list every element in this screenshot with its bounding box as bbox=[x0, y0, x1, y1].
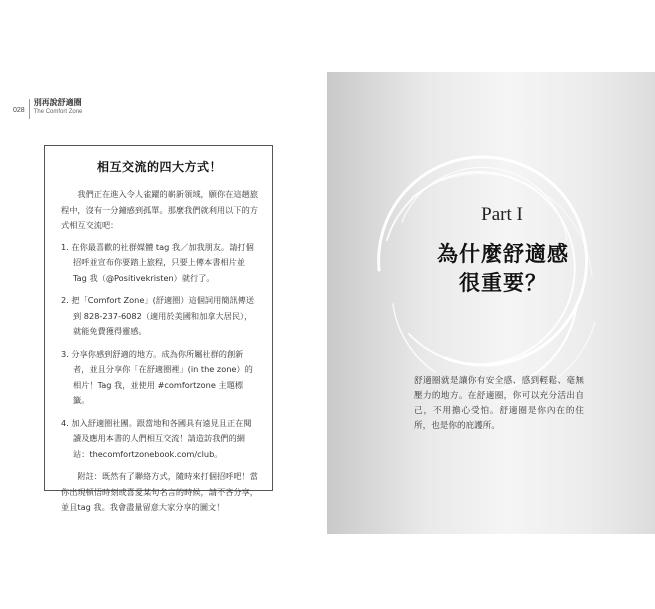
running-title bbox=[34, 98, 83, 116]
book-title: 別再說舒適圈 bbox=[33, 98, 82, 107]
part-label: Part I bbox=[481, 204, 523, 225]
book-subtitle: The Comfort Zone bbox=[33, 109, 83, 115]
part-title-line-1: 為什麼舒適感 bbox=[437, 242, 569, 266]
header-divider bbox=[29, 99, 30, 119]
page-header bbox=[13, 98, 82, 119]
list-item: 4. 加入舒適圈社團。跟當地和各國具有遠見且正在閱讀及應用本書的人們相互交流！請造訪我們的網站：thecomfortzonebook.com/club。 bbox=[61, 417, 252, 459]
part-description: 舒適圈就是讓你有安全感、感到輕鬆、毫無壓力的地方。在舒適圈，你可以充分活出自己，不用擔心受怕。舒適圈是你內在的住所，也是你的庇護所。 bbox=[414, 376, 584, 431]
swirl-decoration bbox=[327, 72, 655, 534]
part-title-line-2: 很重要？ bbox=[459, 271, 547, 295]
list-item: 2. 把「Comfort Zone」(舒適圈）這個詞用簡訊傳送到 828-237-6082（適用於美國和加拿大居民），就能免費獲得靈感。 bbox=[61, 295, 255, 336]
page-number: 028 bbox=[13, 107, 25, 114]
part-title bbox=[327, 240, 655, 298]
box-intro: 我們正在進入令人雀躍的嶄新領域，願你在這趟旅程中，沒有一分鐘感到孤單。那麼我們就利用以下的方式相互交流吧： bbox=[61, 189, 258, 230]
list-item: 3. 分享你感到舒適的地方。成為你所屬社群的創新者，並且分享你「在舒適圈裡」(in the zone）的相片！Tag 我，並使用 #comfortzone 主題標籤。 bbox=[61, 348, 253, 405]
box-note: 附註：既然有了聯絡方式，隨時來打個招呼吧！當你出現頓悟時刻或喜愛某句名言的時候，請不吝分享，並且tag 我。我會盡量留意大家分享的圖文！ bbox=[61, 471, 258, 512]
list-item: 1. 在你最喜歡的社群媒體 tag 我／加我朋友。請打個招呼並宣布你要踏上旅程，只要上傳本書相片並Tag 我（@Positivekristen）就行了。 bbox=[61, 241, 254, 283]
part-opener-panel bbox=[327, 72, 655, 534]
ways-to-connect-box bbox=[44, 145, 273, 512]
box-title: 相互交流的四大方式！ bbox=[96, 160, 222, 174]
